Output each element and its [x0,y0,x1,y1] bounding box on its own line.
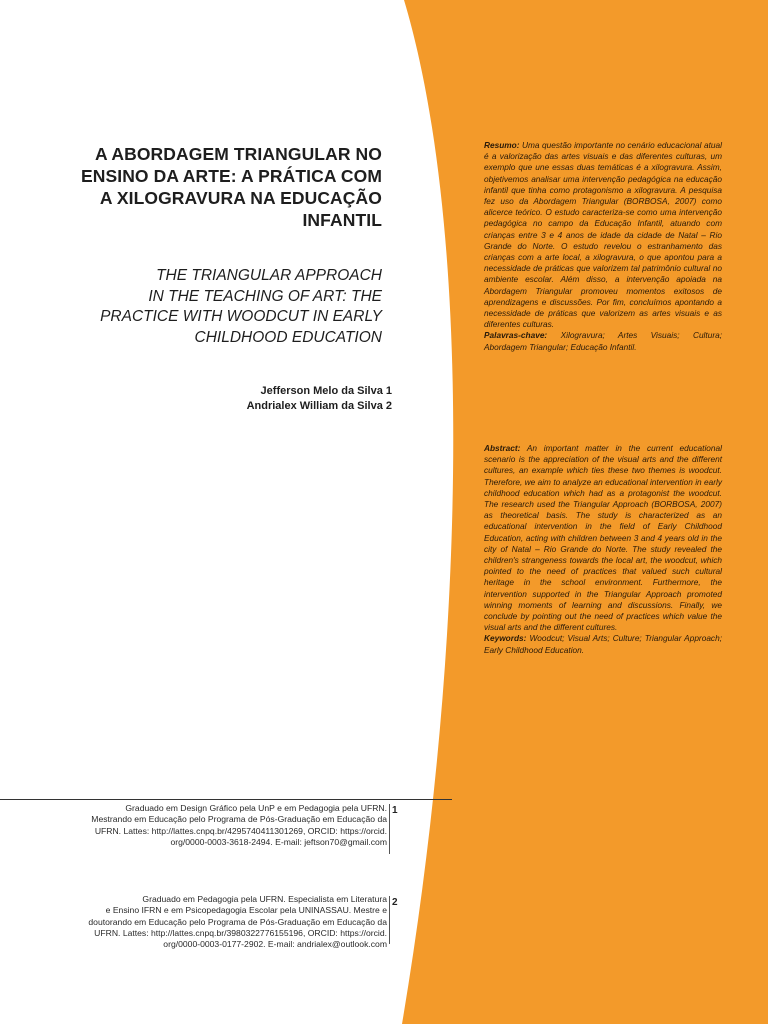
author-list [92,384,392,414]
resumo-text: Uma questão importante no cenário educacional atual é a valorização das artes visuais e das diferentes culturas, um exemplo que une essas duas temáticas é a xilogravura. Assim, objetivemos analisar uma intervenção pedagógica na educação infantil que tinha como protagonismo a xilogravura. A pesquisa fez uso da Abordagem Triangular (BORBOSA, 2007) como alicerce teórico. O estudo caracteriza-se como uma intervenção pedagógica no campo da Educação Infantil, atuando com crianças entre 3 e 4 anos de idade da cidade de Natal – Rio Grande do Norte. O estudo revelou o estranhamento das crianças com a arte local, a xilogravura, o que apontou para a necessidade de práticas que valorizem tal patrimônio cultural no ambiente escolar. Além disso, a intervenção apoiada na Abordagem Triangular promoveu momentos exitosos de aprendizagens e discussões. Por fim, concluímos apontando a necessidade de práticas que valorizem as artes visuais e as diferentes culturas. [484,140,722,330]
footnote-2-bar [389,896,390,944]
author-2: Andrialex William da Silva 2 [246,400,392,412]
abstract-label: Abstract: [484,443,521,453]
abstract-block [484,443,722,656]
title-english: THE TRIANGULAR APPROACH IN THE TEACHING OF ART: THE PRACTICE WITH WOODCUT IN EARLY CHILDHOOD EDUCATION [100,267,382,346]
resumo-block [484,140,722,353]
palavras-chave-label: Palavras-chave: [484,330,548,341]
keywords-text: Woodcut; Visual Arts; Culture; Triangular Approach; Early Childhood Education. [484,633,722,655]
title-portuguese: A ABORDAGEM TRIANGULAR NO ENSINO DA ARTE: A PRÁTICA COM A XILOGRAVURA NA EDUCAÇÃO INFANTIL [80,144,382,230]
author-1: Jefferson Melo da Silva 1 [260,385,392,397]
footnote-1: Graduado em Design Gráfico pela UnP e em Pedagogia pela UFRN. Mestrando em Educação pelo Programa de Pós-Graduação em Educação da UFRN. Lattes: http://lattes.cnpq.br/4295740411301269, ORCID: https://orcid. org/0000-0003-3618-2494. E-mail: jeftson70@gmail.com [91,803,387,847]
abstract-text: An important matter in the current educational scenario is the appreciation of the visual arts and the different cultures, an example which ties these two themes is woodcut. Therefore, we aim to analyze an educational intervention in early childhood education which had as a protagonist the woodcut. The research used the Triangular Approach (BORBOSA, 2007) as theoretical basis. The study is characterized as an educational intervention in the field of Early Childhood Education, acting with children between 3 and 4 years old in the city of Natal – Rio Grande do Norte. The study revealed the children's strangeness towards the local art, the woodcut, which pointed to the need of practices that valued such cultural heritage in the school environment. Furthermore, the intervention supported in the Triangular Approach promoted winning moments of learning and discussions. Finally, we conclude by pointing out the need of practices which value the visual arts and the different cultures. [484,443,722,633]
author-1-footnote-marker: 1 [385,385,392,397]
resumo-label: Resumo: [484,140,520,150]
author-2-footnote-marker: 2 [385,400,392,412]
footnote-divider [0,799,452,800]
footnote-1-number: 1 [392,805,398,816]
footnote-2: Graduado em Pedagogia pela UFRN. Especialista em Literatura e Ensino IFRN e em Psicopedagogia Escolar pela UNINASSAU. Mestre e doutorando em Educação pelo Programa de Pós-Graduação em Educação da UFRN. Lattes: http://lattes.cnpq.br/3980322776155196, ORCID: https://orcid. org/0000-0003-0177-2902. E-mail: andrialex@outlook.com [88,894,387,950]
palavras-chave-text: Xilogravura; Artes Visuais; Cultura; Abordagem Triangular; Educação Infantil. [484,330,723,352]
footnote-2-number: 2 [392,897,398,908]
footnote-1-bar [389,804,390,854]
keywords-label: Keywords: [484,633,527,644]
